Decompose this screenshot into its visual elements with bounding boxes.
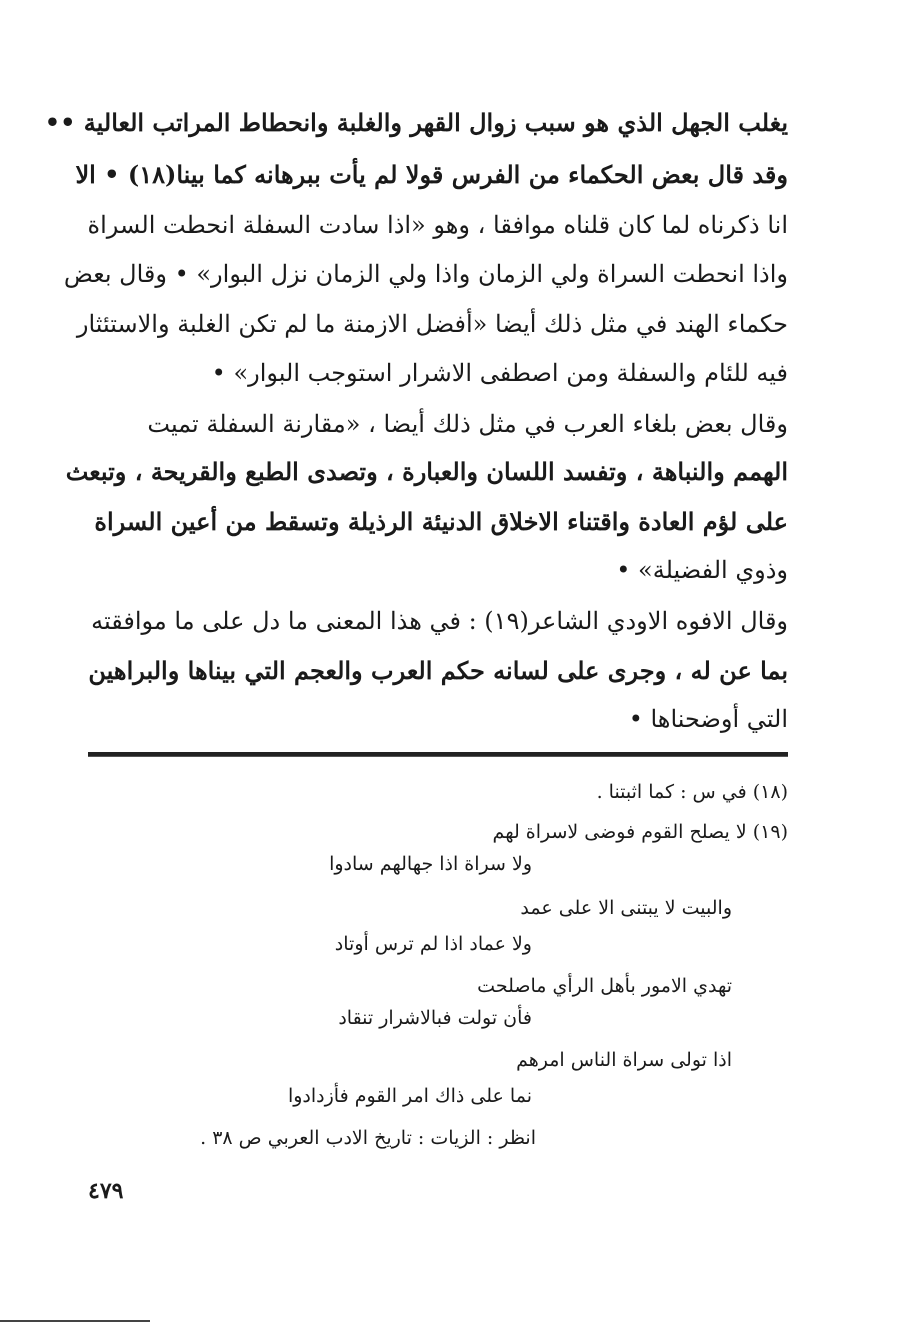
footnote-source: انظر : الزيات : تاريخ الادب العربي ص ٣٨ . — [200, 1127, 536, 1149]
body-line-13: التي أوضحناها • — [628, 705, 788, 733]
body-line-9: على لؤم العادة واقتناء الاخلاق الدنيئة الرذيلة وتسقط من أعين السراة — [94, 507, 788, 536]
body-line-4: واذا انحطت السراة ولي الزمان واذا ولي الزمان نزل البوار» • وقال بعض — [63, 260, 788, 288]
body-line-12: بما عن له ، وجرى على لسانه حكم العرب والعجم التي بيناها والبراهين — [88, 656, 788, 685]
verse-line-4: تهدي الامور بأهل الرأي ماصلحت — [477, 975, 732, 997]
verse-line-3: ولا عماد اذا لم ترس أوتاد — [334, 933, 532, 955]
body-line-5: حكماء الهند في مثل ذلك أيضا «أفضل الازمنة ما لم تكن الغلبة والاستئثار — [76, 310, 788, 338]
body-line-3: انا ذكرناه لما كان قلناه موافقا ، وهو «اذا سادت السفلة انحطت السراة — [87, 211, 788, 239]
footnote-divider — [88, 752, 788, 757]
verse-line-5: فأن تولت فبالاشرار تنقاد — [338, 1007, 532, 1029]
body-line-6: فيه للئام والسفلة ومن اصطفى الاشرار استوجب البوار» • — [211, 359, 788, 387]
body-line-10: وذوي الفضيلة» • — [616, 556, 788, 584]
verse-line-6: اذا تولى سراة الناس امرهم — [516, 1049, 732, 1071]
footnote-19-intro: (١٩) لا يصلح القوم فوضى لاسراة لهم — [492, 821, 788, 843]
verse-line-1: ولا سراة اذا جهالهم سادوا — [329, 853, 532, 875]
body-line-7: وقال بعض بلغاء العرب في مثل ذلك أيضا ، «مقارنة السفلة تميت — [147, 410, 788, 438]
verse-line-7: نما على ذاك امر القوم فأزدادوا — [287, 1085, 532, 1107]
footnote-18: (١٨) في س : كما اثبتنا . — [596, 781, 788, 803]
verse-line-2: والبيت لا يبتنى الا على عمد — [520, 897, 732, 919]
body-line-8: الهمم والنباهة ، وتفسد اللسان والعبارة ، وتصدى الطبع والقريحة ، وتبعث — [65, 457, 788, 486]
scan-edge-rule — [0, 1320, 150, 1322]
body-line-1: يغلب الجهل الذي هو سبب زوال القهر والغلبة وانحطاط المراتب العالية •• — [44, 108, 788, 137]
page-number: ٤٧٩ — [88, 1178, 124, 1204]
body-line-11: وقال الافوه الاودي الشاعر(١٩) : في هذا المعنى ما دل على ما موافقته — [91, 607, 788, 635]
body-line-2: وقد قال بعض الحكماء من الفرس قولا لم يأت ببرهانه كما بينا(١٨) • الا — [75, 160, 788, 189]
